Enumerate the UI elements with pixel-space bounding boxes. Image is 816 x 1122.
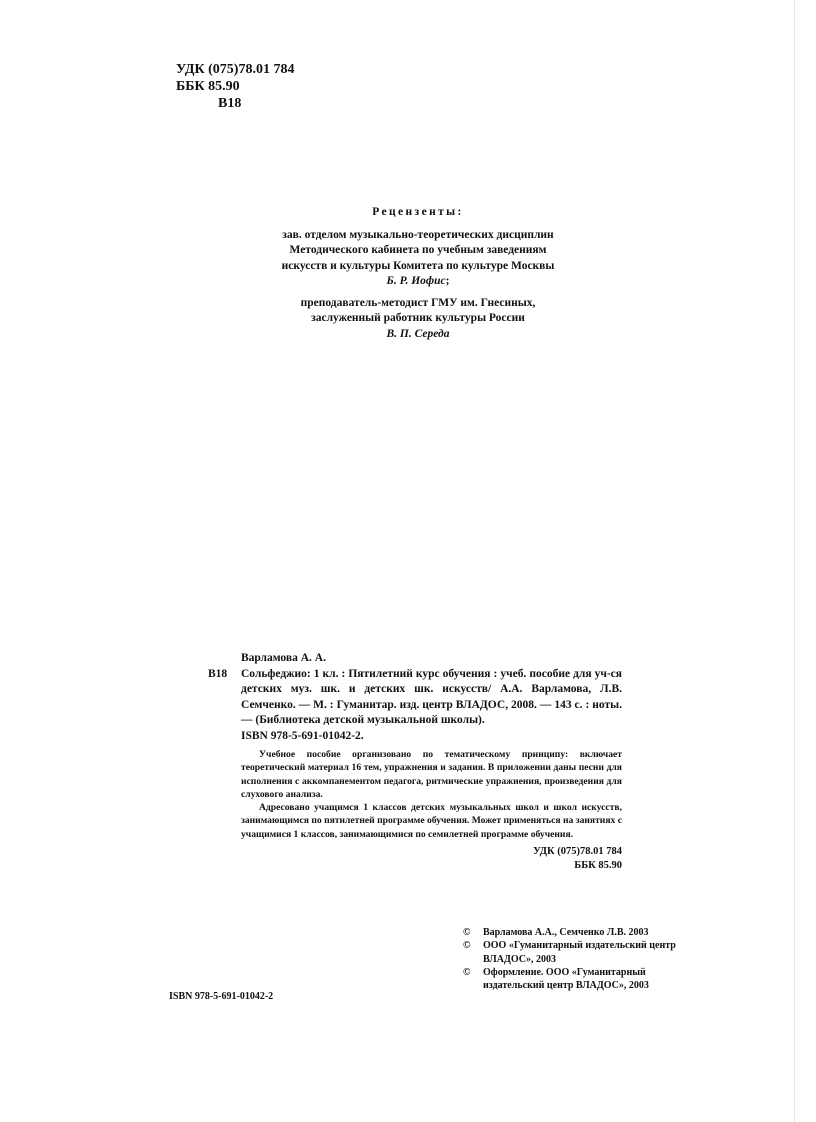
copyright-text: Варламова А.А., Семченко Л.В. 2003 <box>483 927 649 938</box>
reviewer-1-line: зав. отделом музыкально-теоретических дисциплин <box>282 228 554 241</box>
udk-header <box>176 61 294 112</box>
bbk-code: ББК 85.90 <box>176 79 240 94</box>
udk-code: УДК (075)78.01 784 <box>176 62 295 77</box>
reviewer-1-line: Методического кабинета по учебным заведениям <box>289 244 547 256</box>
bibliographic-record <box>208 651 622 744</box>
reviewers-title: Рецензенты: <box>372 206 464 218</box>
annotation <box>241 748 622 841</box>
reviewer-1-punct: ; <box>445 275 450 287</box>
copyright-icon: © <box>463 966 471 978</box>
copyright-line <box>463 926 703 939</box>
copyright-icon: © <box>463 940 471 952</box>
udk-footer-code: УДК (075)78.01 784 <box>533 846 622 857</box>
reviewer-1-line: искусств и культуры Комитета по культуре Москвы <box>281 259 555 272</box>
reviewer-2-name: В. П. Середа <box>386 327 450 340</box>
bbk-footer-code: ББК 85.90 <box>574 860 622 871</box>
copyright-text: Оформление. ООО «Гуманитарный издательский центр ВЛАДОС», 2003 <box>483 966 649 992</box>
record-description: Сольфеджио: 1 кл. : Пятилетний курс обучения : учеб. пособие для уч-ся детских муз. шк. и детских шк. искусств/ А.А. Варламова, Л.В. Семченко. — М. : Гуманитар. изд. центр ВЛАДОС, 2008. — 143 с. : ноты. — (Библиотека детской музыкальной школы). <box>241 667 622 726</box>
copyright-icon: © <box>463 927 471 938</box>
reviewers-section <box>230 205 606 348</box>
annotation-paragraph-2: Адресовано учащимся 1 классов детских музыкальных школ и школ искусств, занимающимся по пятилетней программе обучения. Может применяться на занятиях с учащимися 1 классов, занимающимися по семилетней программе обучения. <box>241 802 622 840</box>
record-author: Варламова А. А. <box>241 652 326 664</box>
reviewer-1-name: Б. Р. Иофис <box>386 275 446 287</box>
record-isbn: ISBN 978-5-691-01042-2. <box>241 729 364 742</box>
reviewer-1 <box>230 228 606 290</box>
annotation-paragraph-1: Учебное пособие организовано по тематическому принципу: включает теоретический материал 16 тем, упражнения и задания. В приложении даны песни для исполнения с аккомпанементом педагога, ритмические упражнения, произведения для слухового анализа. <box>241 749 622 800</box>
record-code: В18 <box>208 667 228 680</box>
isbn-footer: ISBN 978-5-691-01042-2 <box>169 991 274 1002</box>
copyright-text: ООО «Гуманитарный издательский центр ВЛАДОС», 2003 <box>483 940 676 965</box>
reviewer-2 <box>230 296 606 343</box>
author-mark: В18 <box>218 96 242 111</box>
udk-footer <box>490 845 622 873</box>
copyright-line <box>463 939 703 966</box>
copyright-block <box>463 926 703 992</box>
copyright-line <box>463 966 703 993</box>
reviewer-2-line: преподаватель-методист ГМУ им. Гнесиных, <box>300 296 536 309</box>
reviewer-2-line: заслуженный работник культуры России <box>311 312 525 324</box>
record-entry <box>208 667 622 729</box>
page-edge <box>794 0 795 1122</box>
